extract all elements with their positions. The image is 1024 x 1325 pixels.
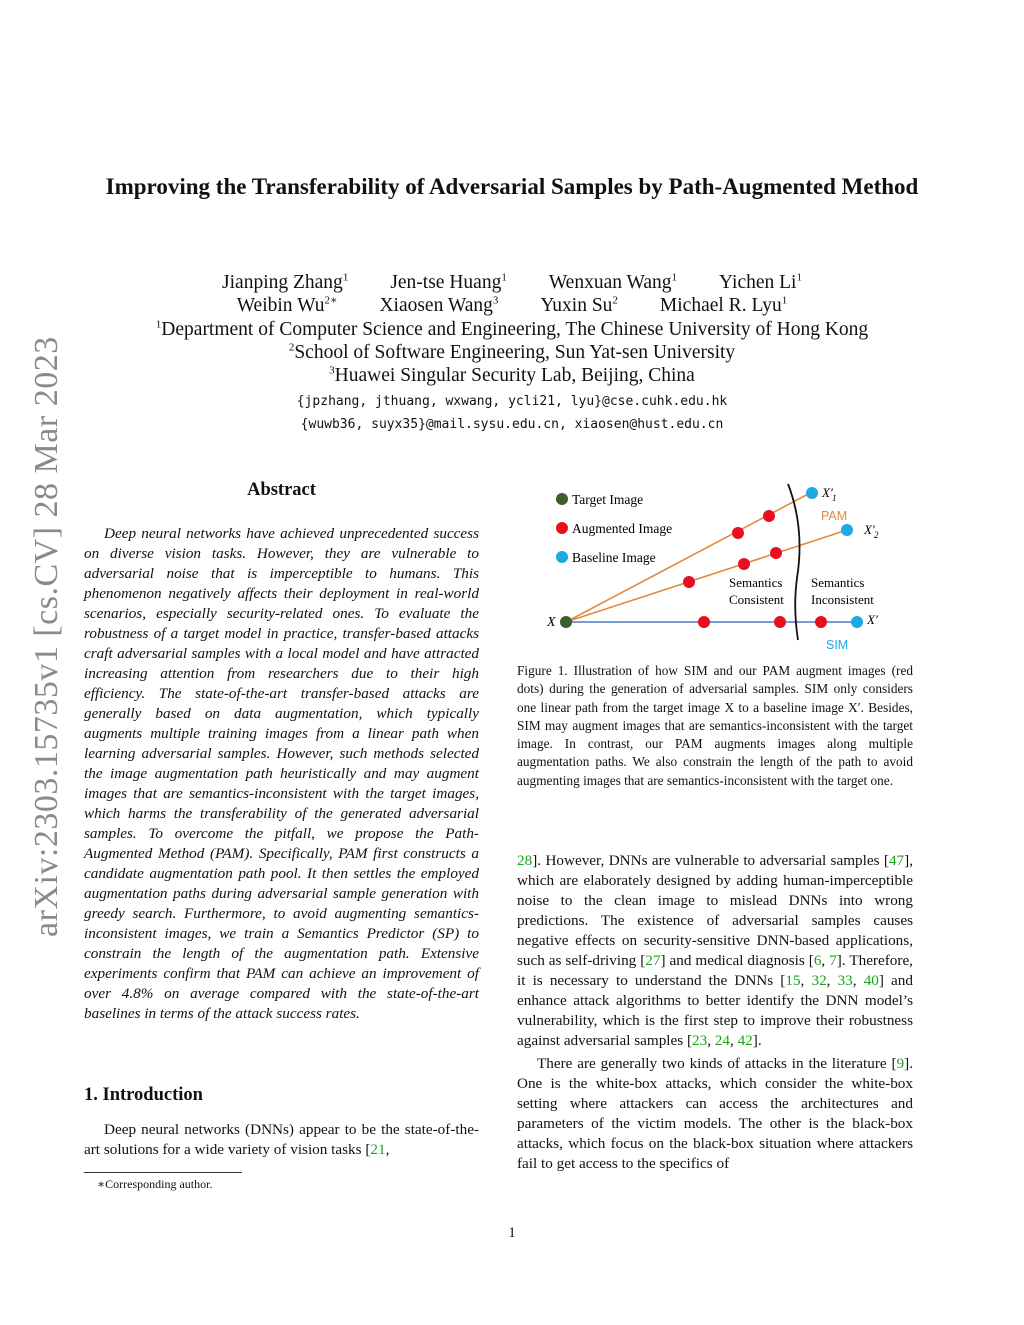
author-name: Jianping Zhang [222, 272, 343, 293]
body-paragraph: There are generally two kinds of attacks in the literature [9]. One is the white-box attacks, which consider the white-box setting where attackers can access the architectures and parameters of the victim models. The other is the black-box attacks, which focus on the black-box situation where attackers fail to get access to the specifics of [517, 1055, 913, 1172]
legend-augmented-dot [556, 522, 568, 534]
region-inconsistent-line-1: Semantics [811, 575, 865, 590]
augmented-point [815, 616, 827, 628]
label-x: X [547, 615, 556, 630]
augmented-point [683, 576, 695, 588]
paper-title: Improving the Transferability of Adversarial Samples by Path-Augmented Method [105, 174, 919, 199]
right-column-text [517, 851, 913, 1174]
augmented-point [732, 527, 744, 539]
label-x2: X′ [864, 522, 875, 537]
legend-target-dot [556, 493, 568, 505]
author-name: Jen-tse Huang [390, 272, 502, 293]
author-name: Xiaosen Wang [379, 295, 493, 316]
citation-link[interactable]: 21 [370, 1141, 386, 1158]
arxiv-stamp: arXiv:2303.15735v1 [cs.CV] 28 Mar 2023 [28, 336, 65, 937]
legend-baseline-dot [556, 551, 568, 563]
author-name: Weibin Wu [236, 295, 325, 316]
legend-augmented-label: Augmented Image [572, 521, 673, 536]
author-affiliation-mark: 2 [612, 294, 618, 307]
citation-link[interactable]: 27 [645, 952, 661, 969]
region-consistent-line-1: Semantics [729, 575, 783, 590]
legend-baseline-label: Baseline Image [572, 550, 656, 565]
figure-1-diagram [517, 478, 917, 658]
legend-target-label: Target Image [572, 492, 644, 507]
augmented-point [770, 547, 782, 559]
citation-link[interactable]: 47 [888, 852, 905, 869]
citation-link[interactable]: 23 [692, 1032, 708, 1049]
author-affiliation-mark: 2∗ [324, 294, 338, 307]
augmented-point [763, 510, 775, 522]
citation-link[interactable]: 15 [785, 972, 801, 989]
author-affiliation-mark: 1 [342, 271, 349, 284]
affiliation-3: $^3$Huawei Singular Security Lab, Beijing, China [329, 364, 695, 386]
region-inconsistent-line-2: Inconsistent [811, 592, 874, 607]
citation-link[interactable]: 42 [737, 1032, 753, 1049]
author-affiliation-mark: 1 [671, 271, 678, 284]
label-xprime: X′ [867, 612, 878, 627]
author-name: Wenxuan Wang [548, 272, 672, 293]
author-name: Yichen Li [719, 272, 797, 293]
label-x1: X′ [822, 485, 833, 500]
citation-link[interactable]: 32 [811, 972, 827, 989]
citation-link[interactable]: 40 [863, 972, 879, 989]
footnote-rule [84, 1172, 242, 1173]
author-line-1 [80, 271, 944, 294]
region-consistent-line-2: Consistent [729, 592, 784, 607]
email-line-2: {wuwb36, suyx35}@mail.sysu.edu.cn, xiaosen@hust.edu.cn [300, 417, 724, 432]
figure-1-caption: Figure 1. Illustration of how SIM and our PAM augment images (red dots) during the generation of adversarial samples. SIM only considers one linear path from the target image X to a baseline image X′. Besides, SIM may augment images that are semantics-inconsistent with the target image. In contrast, our PAM augments images along multiple augmentation paths. We also constrain the length of the path to avoid augmenting images that are semantics-inconsistent with the target one. [517, 663, 913, 788]
citation-link[interactable]: 9 [896, 1055, 905, 1072]
citation-link[interactable]: 28 [517, 852, 533, 869]
target-image-point [560, 616, 572, 628]
author-affiliation-mark: 1 [796, 271, 802, 284]
affiliation-1: $^1$Department of Computer Science and Engineering, The Chinese University of Hong Kong [155, 318, 869, 340]
label-pam: PAM [821, 509, 848, 523]
label-x2-sub: 2 [874, 530, 879, 540]
abstract-heading: Abstract [247, 480, 316, 500]
author-name: Michael R. Lyu [659, 295, 782, 316]
author-line-2 [80, 294, 944, 317]
affiliation-2: $^2$School of Software Engineering, Sun Yat-sen University [288, 341, 736, 363]
baseline-point-x1 [806, 487, 818, 499]
author-affiliation-mark: 3 [492, 294, 499, 307]
abstract-text: Deep neural networks have achieved unprecedented success on diverse vision tasks. However, they are vulnerable to adversarial noise that is imperceptible to humans. This phenomenon negatively affects their deployment in real-world scenarios, especially security-related ones. To evaluate the robustness of a target model in practice, transfer-based attacks craft adversarial samples with a local model and have attracted increasing attention from researchers due to their high efficiency. The state-of-the-art transfer-based attacks are generally based on data augmentation, which typically augments multiple training images from a linear path when learning adversarial samples. However, such methods selected the image augmentation path heuristically and may augment images that are semantics-inconsistent with the target images, which harms the transferability of the generated adversarial samples. To overcome the pitfall, we propose the Path-Augmented Method (PAM). Specifically, PAM first constructs a candidate augmentation path pool. It then settles the employed augmentation paths during adversarial sample generation with greedy search. Furthermore, to avoid augmenting semantics-inconsistent images, we train a Semantics Predictor (SP) to constrain the length of the augmentation path. Extensive experiments confirm that PAM can achieve an improvement of over 4.8% on average compared with the state-of-the-art baselines in terms of the attack success rates. [84, 525, 479, 1022]
author-affiliation-mark: 1 [501, 271, 507, 284]
label-x1-sub: 1 [832, 493, 837, 503]
citation-link[interactable]: 24 [714, 1032, 730, 1049]
author-name: Yuxin Su [540, 295, 613, 316]
augmented-point [774, 616, 786, 628]
page-number: 1 [508, 1225, 516, 1241]
baseline-point-x [851, 616, 863, 628]
intro-paragraph: Deep neural networks (DNNs) appear to be the state-of-the-art solutions for a wide variety of vision tasks [21, [84, 1121, 479, 1158]
citation-link[interactable]: 33 [837, 972, 853, 989]
augmented-point [738, 558, 750, 570]
citation-link[interactable]: 6 [813, 952, 822, 969]
body-paragraph: 28]. However, DNNs are vulnerable to adversarial samples [47], which are elaborately designed by adding human-imperceptible noise to the clean image to mislead DNNs into wrong predictions. The existence of adversarial samples causes negative effects on security-sensitive DNN-based applications, such as self-driving [27] and medical diagnosis [6, 7]. Therefore, it is necessary to understand the DNNs [15, 32, 33, 40] and enhance attack algorithms to better identify the DNN model’s vulnerability, which is the first step to improve their robustness against adversarial samples [23, 24, 42]. [517, 852, 913, 1049]
section-heading-introduction: 1. Introduction [84, 1085, 203, 1105]
baseline-point-x2 [841, 524, 853, 536]
email-line-1: {jpzhang, jthuang, wxwang, ycli21, lyu}@cse.cuhk.edu.hk [296, 394, 728, 409]
pam-path-2 [566, 530, 847, 622]
footnote: ∗Corresponding author. [97, 1177, 213, 1191]
label-sim: SIM [826, 638, 849, 652]
semantics-boundary [788, 484, 800, 640]
augmented-point [698, 616, 710, 628]
author-affiliation-mark: 1 [781, 294, 788, 307]
citation-link[interactable]: 7 [829, 952, 837, 969]
